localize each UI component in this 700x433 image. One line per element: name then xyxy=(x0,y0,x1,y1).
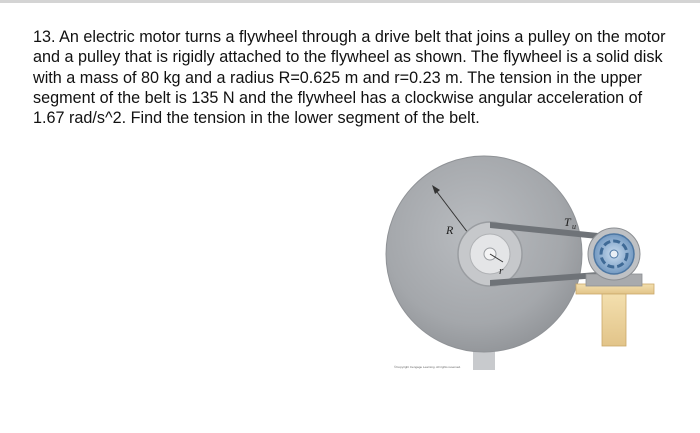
problem-body: An electric motor turns a flywheel through a drive belt that joins a pulley on the motor and a pulley that is rigidly attached to the flywheel as shown. The flywheel is a solid disk with a mass of 80 kg and a radius R=0.625 m and r=0.23 m. The tension in the upper segment of the belt is 135 N and the flywheel has a clockwise angular acceleration of 1.67 rad/s^2. Find the tension in the lower segment of the belt. xyxy=(33,28,666,128)
problem-number: 13. xyxy=(33,28,56,46)
label-r: r xyxy=(499,265,504,277)
flywheel-figure xyxy=(360,150,660,390)
problem-statement xyxy=(33,27,673,128)
top-divider xyxy=(0,0,700,3)
copyright-note: ©Copyright Cengage Learning. All rights reserved. xyxy=(394,365,461,369)
motor-hub xyxy=(610,250,618,258)
label-T-subscript: u xyxy=(572,222,576,231)
label-R: R xyxy=(446,223,454,237)
flywheel-diagram xyxy=(360,150,660,390)
label-T: T xyxy=(564,215,571,229)
table-leg xyxy=(602,294,626,346)
